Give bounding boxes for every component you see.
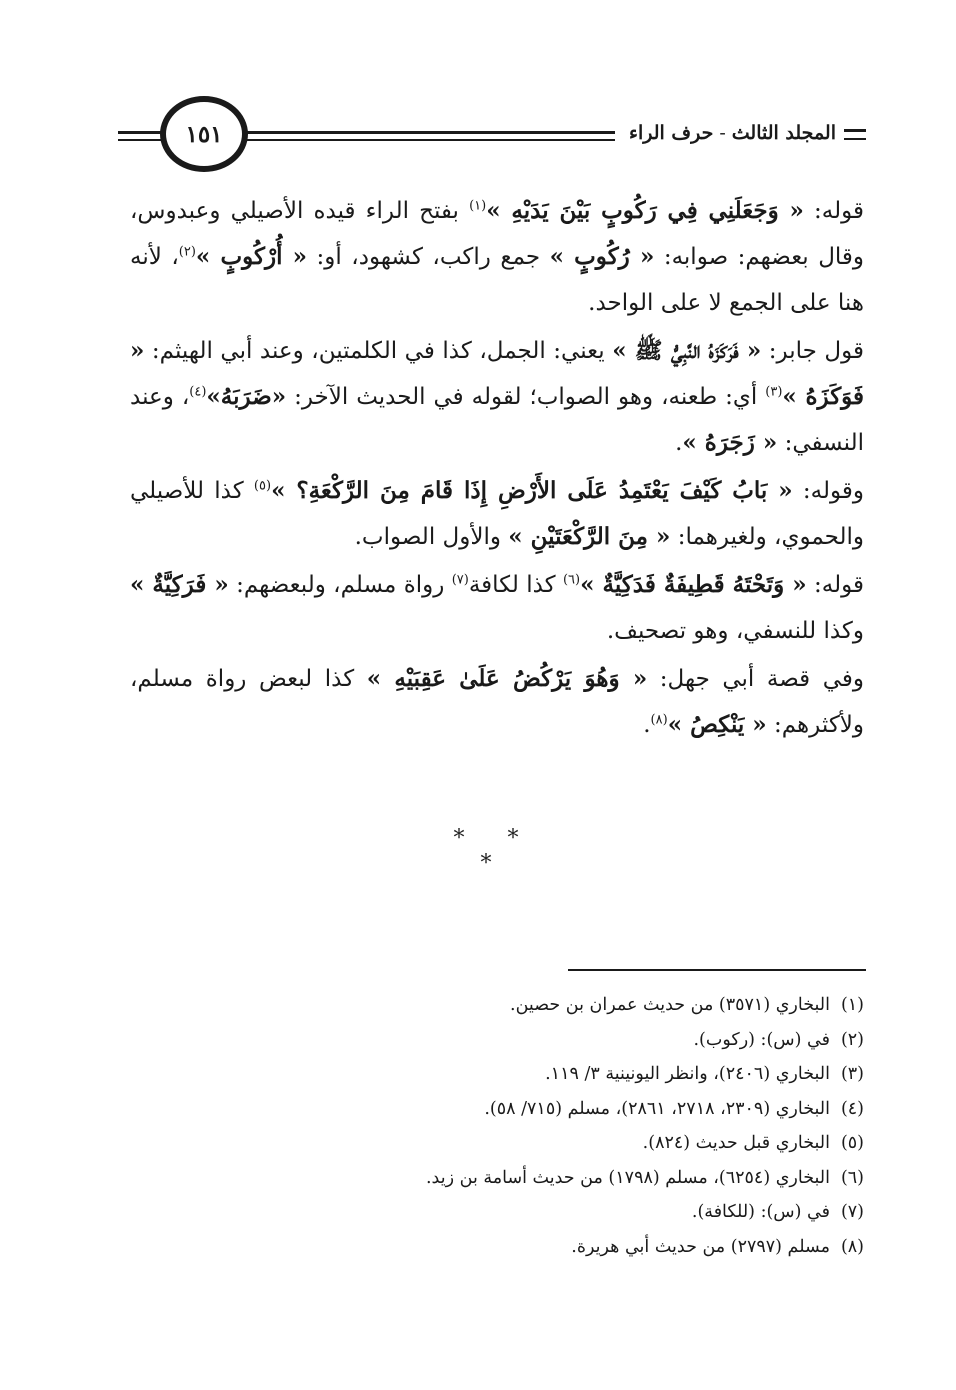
text-run: قوله: bbox=[803, 198, 864, 224]
volume-title: المجلد الثالث bbox=[731, 122, 836, 144]
text-run: كذا لكافة bbox=[468, 572, 563, 598]
text-run: كذا لبعض رواة مسلم، ولأكثرهم: bbox=[130, 666, 864, 738]
footnote-rule bbox=[568, 969, 866, 971]
text-run: قوله: bbox=[806, 572, 864, 598]
text-run: وفي قصة أبي جهل: bbox=[647, 666, 864, 692]
footnote-number: (٥) bbox=[840, 1133, 864, 1153]
paragraph bbox=[130, 656, 864, 748]
footnote-ref: (٨) bbox=[650, 712, 668, 728]
text-run: وقوله: bbox=[792, 478, 864, 504]
text-run: رواة مسلم، ولبعضهم: bbox=[228, 572, 452, 598]
text-run: وكذا للنسفي، وهو تصحيف. bbox=[606, 618, 864, 644]
section-separator: * * * bbox=[453, 826, 537, 876]
hadith-quote: « وَجَعَلَنِي فِي رَكُوبٍ بَيْنَ يَدَيْهِ » bbox=[486, 197, 804, 224]
hadith-quote: « أُرْكُوبٍ » bbox=[195, 243, 308, 270]
footnote-number: (٨) bbox=[840, 1236, 864, 1257]
footnote-number: (٣) bbox=[840, 1064, 864, 1084]
hadith-quote: « بَابُ كَيْفَ يَعْتَمِدُ عَلَى الأَرْضِ إِذَا قَامَ مِنَ الرَّكْعَةِ؟ » bbox=[271, 477, 793, 504]
hadith-quote: « فَوَكَزَهُ » bbox=[130, 337, 865, 410]
paragraph bbox=[130, 468, 864, 560]
footnote-ref: (٥) bbox=[253, 478, 272, 494]
footnote-text: البخاري (٦٢٥٤)، مسلم (١٧٩٨) من حديث أسامة بن زيد. bbox=[425, 1167, 830, 1188]
footnote-ref: (٦) bbox=[562, 572, 581, 588]
text-run: ، لأنه هنا على الجمع لا على الواحد. bbox=[130, 244, 864, 316]
text-run: بفتح الراء قيده الأصيلي وعبدوس، وقال بعضهم: صوابه: bbox=[130, 198, 865, 270]
footnote-text: مسلم (٢٧٩٧) من حديث أبي هريرة. bbox=[571, 1236, 830, 1257]
hadith-quote: « فَرَكَزَهُ النَّبِيُّ ﷺ » bbox=[612, 337, 762, 364]
footnote-number: (٧) bbox=[840, 1202, 864, 1222]
hadith-quote: « وَهُوَ يَرْكُضُ عَلَىٰ عَقِبَيْهِ » bbox=[366, 665, 648, 692]
footnotes bbox=[304, 988, 864, 1264]
hadith-quote: « يَنْكِصُ » bbox=[667, 711, 767, 738]
text-run: والأول الصواب. bbox=[354, 524, 509, 550]
footnote-item bbox=[304, 1092, 864, 1127]
footnote-number: (٢) bbox=[840, 1029, 864, 1050]
main-text bbox=[130, 188, 864, 750]
footnote-item bbox=[304, 1126, 864, 1161]
footnote-text: البخاري (٣٥٧١) من حديث عمران بن حصين. bbox=[510, 995, 830, 1015]
header-separator: - bbox=[719, 122, 726, 144]
footnote-number: (٤) bbox=[840, 1098, 864, 1119]
paragraph bbox=[130, 562, 864, 654]
ornament-bars bbox=[844, 129, 866, 140]
text-run: يعني: الجمل، كذا في الكلمتين، وعند أبي الهيثم: bbox=[144, 338, 613, 364]
footnote-item bbox=[304, 1057, 864, 1092]
footnote-text: البخاري قبل حديث (٨٢٤). bbox=[642, 1133, 830, 1153]
footnote-item bbox=[304, 988, 864, 1023]
chapter-title: حرف الراء bbox=[629, 122, 714, 144]
paragraph bbox=[130, 188, 864, 326]
footnote-number: (٦) bbox=[840, 1167, 864, 1188]
page-number: ١٥١ bbox=[160, 96, 248, 172]
hadith-quote: « وَتَحْتَهُ قَطِيفَةٌ فَدَكِيَّةٌ » bbox=[580, 571, 807, 598]
footnote-item bbox=[304, 1161, 864, 1196]
hadith-quote: « فَرَكِيَّةٌ » bbox=[130, 571, 229, 598]
text-run: قول جابر: bbox=[761, 338, 864, 364]
text-run: . bbox=[643, 712, 651, 738]
text-run: . bbox=[675, 430, 683, 456]
footnote-ref: (٢) bbox=[178, 244, 196, 260]
text-run: كذا للأصيلي والحموي، ولغيرهما: bbox=[130, 478, 864, 550]
footnote-ref: (٧) bbox=[451, 572, 469, 588]
footnote-item bbox=[304, 1230, 864, 1265]
hadith-quote: «ضَرَبَهُ» bbox=[206, 383, 287, 410]
footnote-item bbox=[304, 1023, 864, 1058]
text-run: ، وعند النسفي: bbox=[130, 384, 864, 456]
footnote-number: (١) bbox=[840, 995, 864, 1015]
footnote-text: البخاري (٢٣٠٩، ٢٧١٨، ٢٨٦١)، مسلم (٧١٥/ ٥٨). bbox=[484, 1098, 830, 1119]
running-head bbox=[615, 118, 866, 148]
paragraph bbox=[130, 328, 864, 466]
page-header bbox=[118, 96, 866, 176]
footnote-ref: (٣) bbox=[765, 384, 783, 400]
footnote-ref: (١) bbox=[469, 198, 487, 214]
footnote-item bbox=[304, 1195, 864, 1230]
footnote-ref: (٤) bbox=[189, 384, 207, 400]
text-run: جمع راكب، كشهود، أو: bbox=[307, 244, 550, 270]
text-run: أي: طعنه، وهو الصواب؛ لقوله في الحديث الآخر: bbox=[286, 384, 766, 410]
hadith-quote: « زَجَرَهُ » bbox=[682, 429, 778, 456]
hadith-quote: « رُكُوبٍ » bbox=[549, 243, 655, 270]
footnote-text: البخاري (٢٤٠٦)، وانظر اليونينية ٣/ ١١٩. bbox=[545, 1064, 830, 1084]
footnote-text: في (س): (ركوب). bbox=[693, 1029, 830, 1050]
footnote-text: في (س): (للكافة). bbox=[691, 1202, 830, 1222]
hadith-quote: « مِنَ الرَّكْعَتَيْنِ » bbox=[508, 523, 671, 550]
